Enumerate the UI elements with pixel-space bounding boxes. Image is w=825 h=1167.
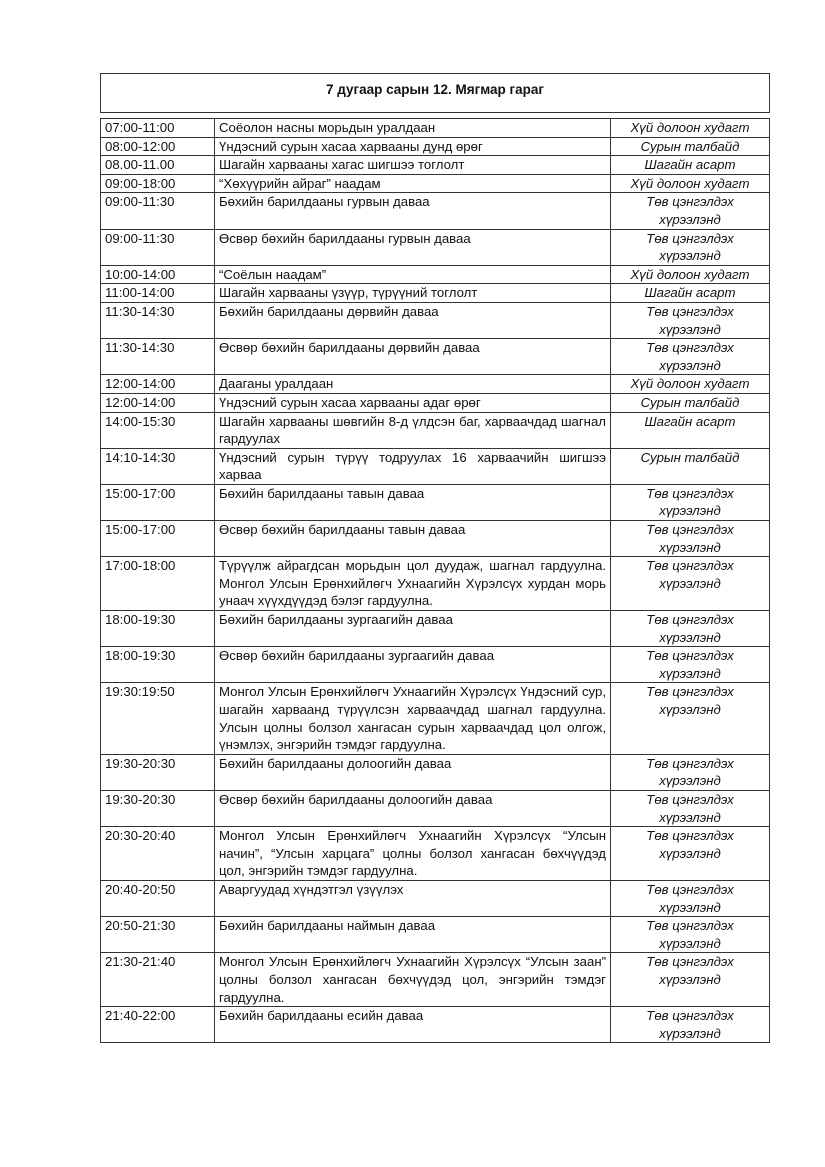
- table-row: [101, 790, 770, 826]
- time-cell: 14:10-14:30: [101, 448, 215, 484]
- event-cell: Соёолон насны морьдын уралдаан: [215, 119, 611, 138]
- venue-cell: Төв цэнгэлдэх хүрээлэнд: [611, 557, 770, 611]
- table-row: [101, 393, 770, 412]
- table-row: [101, 557, 770, 611]
- time-cell: 15:00-17:00: [101, 484, 215, 520]
- time-cell: 12:00-14:00: [101, 393, 215, 412]
- table-row: [101, 953, 770, 1007]
- venue-cell: Шагайн асарт: [611, 412, 770, 448]
- table-row: [101, 827, 770, 881]
- table-row: [101, 754, 770, 790]
- event-cell: Үндэсний сурын хасаа харвааны адаг өрөг: [215, 393, 611, 412]
- event-cell: Үндэсний сурын хасаа харвааны дунд өрөг: [215, 137, 611, 156]
- venue-cell: Төв цэнгэлдэх хүрээлэнд: [611, 521, 770, 557]
- venue-cell: Төв цэнгэлдэх хүрээлэнд: [611, 193, 770, 229]
- time-cell: 09:00-18:00: [101, 174, 215, 193]
- event-cell: Бөхийн барилдааны наймын даваа: [215, 917, 611, 953]
- venue-cell: Сурын талбайд: [611, 448, 770, 484]
- time-cell: 15:00-17:00: [101, 521, 215, 557]
- event-cell: Бөхийн барилдааны долоогийн даваа: [215, 754, 611, 790]
- table-row: [101, 1007, 770, 1043]
- venue-cell: Төв цэнгэлдэх хүрээлэнд: [611, 611, 770, 647]
- venue-cell: Төв цэнгэлдэх хүрээлэнд: [611, 754, 770, 790]
- venue-cell: Төв цэнгэлдэх хүрээлэнд: [611, 917, 770, 953]
- time-cell: 17:00-18:00: [101, 557, 215, 611]
- event-cell: Бөхийн барилдааны зургаагийн даваа: [215, 611, 611, 647]
- venue-cell: Хүй долоон худагт: [611, 375, 770, 394]
- table-row: [101, 375, 770, 394]
- time-cell: 10:00-14:00: [101, 265, 215, 284]
- event-cell: Дааганы уралдаан: [215, 375, 611, 394]
- event-cell: Өсвөр бөхийн барилдааны долоогийн даваа: [215, 790, 611, 826]
- venue-cell: Төв цэнгэлдэх хүрээлэнд: [611, 339, 770, 375]
- table-row: [101, 229, 770, 265]
- time-cell: 19:30:19:50: [101, 683, 215, 754]
- event-cell: Шагайн харвааны шөвгийн 8-д үлдсэн баг, харваачдад шагнал гардуулах: [215, 412, 611, 448]
- table-row: [101, 339, 770, 375]
- time-cell: 18:00-19:30: [101, 647, 215, 683]
- table-row: [101, 174, 770, 193]
- venue-cell: Төв цэнгэлдэх хүрээлэнд: [611, 302, 770, 338]
- time-cell: 11:00-14:00: [101, 284, 215, 303]
- table-row: [101, 193, 770, 229]
- event-cell: Үндэсний сурын түрүү тодруулах 16 харваачийн шигшээ харваа: [215, 448, 611, 484]
- event-cell: Шагайн харвааны хагас шигшээ тоглолт: [215, 156, 611, 175]
- event-cell: Монгол Улсын Ерөнхийлөгч Ухнаагийн Хүрэлсүх Үндэсний сур, шагайн харваанд түрүүлсэн харваачдад шагнал гардуулна. Улсын цолны болзол хангасан сурын харваачдад цол олгож, үнэмлэх, энгэрийн тэмдэг гардуулна.: [215, 683, 611, 754]
- table-row: [101, 521, 770, 557]
- time-cell: 08.00-11.00: [101, 156, 215, 175]
- time-cell: 12:00-14:00: [101, 375, 215, 394]
- venue-cell: Төв цэнгэлдэх хүрээлэнд: [611, 1007, 770, 1043]
- table-row: [101, 880, 770, 916]
- event-cell: Бөхийн барилдааны тавын даваа: [215, 484, 611, 520]
- schedule-title: 7 дугаар сарын 12. Мягмар гараг: [100, 73, 770, 113]
- time-cell: 09:00-11:30: [101, 193, 215, 229]
- time-cell: 09:00-11:30: [101, 229, 215, 265]
- venue-cell: Хүй долоон худагт: [611, 119, 770, 138]
- event-cell: “Соёлын наадам”: [215, 265, 611, 284]
- event-cell: Аваргуудад хүндэтгэл үзүүлэх: [215, 880, 611, 916]
- venue-cell: Төв цэнгэлдэх хүрээлэнд: [611, 827, 770, 881]
- table-row: [101, 647, 770, 683]
- table-row: [101, 119, 770, 138]
- venue-cell: Төв цэнгэлдэх хүрээлэнд: [611, 880, 770, 916]
- event-cell: Шагайн харвааны үзүүр, түрүүний тоглолт: [215, 284, 611, 303]
- venue-cell: Сурын талбайд: [611, 393, 770, 412]
- venue-cell: Төв цэнгэлдэх хүрээлэнд: [611, 953, 770, 1007]
- table-row: [101, 302, 770, 338]
- event-cell: Бөхийн барилдааны гурвын даваа: [215, 193, 611, 229]
- table-row: [101, 683, 770, 754]
- venue-cell: Шагайн асарт: [611, 284, 770, 303]
- venue-cell: Төв цэнгэлдэх хүрээлэнд: [611, 790, 770, 826]
- time-cell: 21:40-22:00: [101, 1007, 215, 1043]
- event-cell: Түрүүлж айрагдсан морьдын цол дуудаж, шагнал гардуулна. Монгол Улсын Ерөнхийлөгч Ухнаагийн Хүрэлсүх хурдан морь унаач хүүхдүүдэд бэлэг гардуулна.: [215, 557, 611, 611]
- event-cell: Бөхийн барилдааны дөрвийн даваа: [215, 302, 611, 338]
- table-row: [101, 448, 770, 484]
- venue-cell: Төв цэнгэлдэх хүрээлэнд: [611, 229, 770, 265]
- venue-cell: Сурын талбайд: [611, 137, 770, 156]
- table-row: [101, 484, 770, 520]
- venue-cell: Төв цэнгэлдэх хүрээлэнд: [611, 683, 770, 754]
- table-row: [101, 156, 770, 175]
- time-cell: 20:40-20:50: [101, 880, 215, 916]
- table-row: [101, 917, 770, 953]
- time-cell: 08:00-12:00: [101, 137, 215, 156]
- venue-cell: Төв цэнгэлдэх хүрээлэнд: [611, 484, 770, 520]
- event-cell: Өсвөр бөхийн барилдааны гурвын даваа: [215, 229, 611, 265]
- time-cell: 11:30-14:30: [101, 302, 215, 338]
- table-row: [101, 412, 770, 448]
- time-cell: 18:00-19:30: [101, 611, 215, 647]
- schedule-table: [100, 118, 770, 1043]
- venue-cell: Шагайн асарт: [611, 156, 770, 175]
- event-cell: Монгол Улсын Ерөнхийлөгч Ухнаагийн Хүрэлсүх “Улсын заан” цолны болзол хангасан бөхчүүдэд цол, энгэрийн тэмдэг гардуулна.: [215, 953, 611, 1007]
- event-cell: Өсвөр бөхийн барилдааны зургаагийн даваа: [215, 647, 611, 683]
- time-cell: 07:00-11:00: [101, 119, 215, 138]
- table-row: [101, 284, 770, 303]
- time-cell: 21:30-21:40: [101, 953, 215, 1007]
- time-cell: 11:30-14:30: [101, 339, 215, 375]
- time-cell: 19:30-20:30: [101, 790, 215, 826]
- event-cell: Монгол Улсын Ерөнхийлөгч Ухнаагийн Хүрэлсүх “Улсын начин”, “Улсын харцага” цолны болзол хангасан бөхчүүдэд цол, энгэрийн тэмдэг гардуулна.: [215, 827, 611, 881]
- event-cell: “Хөхүүрийн айраг” наадам: [215, 174, 611, 193]
- event-cell: Бөхийн барилдааны есийн даваа: [215, 1007, 611, 1043]
- event-cell: Өсвөр бөхийн барилдааны дөрвийн даваа: [215, 339, 611, 375]
- venue-cell: Төв цэнгэлдэх хүрээлэнд: [611, 647, 770, 683]
- time-cell: 20:50-21:30: [101, 917, 215, 953]
- time-cell: 19:30-20:30: [101, 754, 215, 790]
- time-cell: 20:30-20:40: [101, 827, 215, 881]
- table-row: [101, 611, 770, 647]
- table-row: [101, 265, 770, 284]
- time-cell: 14:00-15:30: [101, 412, 215, 448]
- schedule-document: [100, 73, 770, 1043]
- venue-cell: Хүй долоон худагт: [611, 265, 770, 284]
- table-row: [101, 137, 770, 156]
- event-cell: Өсвөр бөхийн барилдааны тавын даваа: [215, 521, 611, 557]
- venue-cell: Хүй долоон худагт: [611, 174, 770, 193]
